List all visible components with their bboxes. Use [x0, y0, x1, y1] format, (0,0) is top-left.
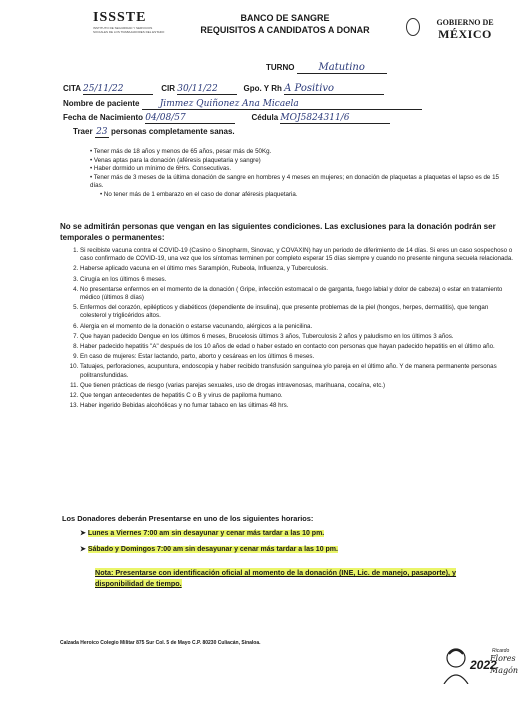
conditions-heading: No se admitirán personas que vengan en las siguientes condiciones. Las exclusiones para la donación podrán ser temporales o permanentes:: [60, 222, 496, 242]
title-banco: BANCO DE SANGRE: [240, 13, 330, 23]
gob-line1: GOBIERNO DE: [436, 18, 494, 27]
paciente-row: [63, 99, 422, 110]
condition-item: 11. Que tienen prácticas de riesgo (varias parejas sexuales, uso de drogas intravenosas, marihuana, cocaína, etc.): [80, 382, 515, 390]
schedule-weekday: ➤ Lunes a Viernes 7:00 am sin desayunar y cenar más tardar a las 10 pm.: [80, 530, 325, 537]
condition-item: 5. Enfermos del corazón, epilépticos y diabéticos (dependiente de insulina), que presente problemas de la piel (hongos, herpes, dermatitis), que tengan colesterol y triglicéridos altos.: [80, 304, 515, 320]
cedula-label: Cédula: [251, 113, 279, 122]
cita-value: 25/11/22: [83, 84, 153, 95]
footer-address: Calzada Heroico Colegio Militar 875 Sur Col. 5 de Mayo C.P. 80230 Culiacán, Sinaloa.: [60, 640, 261, 646]
condition-item: 2. Haberse aplicado vacuna en el último mes Sarampión, Rubeola, Influenza, y Tuberculosis.: [80, 265, 515, 273]
footer-name2: Flores: [490, 654, 516, 663]
issste-logo-text: ISSSTE: [93, 10, 147, 25]
nacimiento-value: 04/08/57: [145, 113, 235, 124]
traer-label: Traer: [73, 127, 93, 136]
cita-label: CITA: [63, 84, 81, 93]
schedule-heading: Los Donadores deberán Presentarse en uno de los siguientes horarios:: [62, 514, 314, 523]
gobierno-logo: [415, 18, 515, 42]
portrait-icon: [440, 644, 472, 684]
nacimiento-row: [63, 113, 390, 124]
condition-item: 7. Que hayan padecido Dengue en los últimos 6 meses, Brucelosis últimos 3 años, Tuberculosis 2 años y paludismo en los últimos 3 años.: [80, 333, 515, 341]
paciente-value: Jimmez Quiñonez Ana Micaela: [142, 99, 422, 110]
requirements-list: [78, 148, 510, 199]
conditions-list: [64, 247, 515, 412]
schedule-weekend: ➤ Sábado y Domingos 7:00 am sin desayunar y cenar más tardar a las 10 pm.: [80, 546, 338, 553]
flores-magon-logo: [440, 642, 519, 688]
condition-item: 4. No presentarse enfermos en el momento de la donación ( Gripe, infección estomacal o de garganta, fuego labial y dolor de cabeza) o estar en tratamiento médico (últimos 8 días): [80, 286, 515, 302]
cedula-value: MOJ5824311/6: [280, 113, 390, 124]
paciente-label: Nombre de paciente: [63, 99, 140, 108]
condition-item: 10. Tatuajes, perforaciones, acupuntura, endoscopia y haber recibido transfusión sanguínea y/o pareja en el último año. Y de manera permanente personas politransfundidas.: [80, 363, 515, 379]
footer-name3: Magón: [490, 666, 519, 675]
turno-value: Matutino: [297, 62, 387, 74]
footer-name1: Ricardo: [492, 648, 510, 654]
nacimiento-label: Fecha de Nacimiento: [63, 113, 144, 122]
gpo-label: Gpo. Y Rh: [243, 84, 282, 93]
gpo-value: A Positivo: [284, 83, 384, 95]
document-title: [170, 12, 400, 36]
turno-label: TURNO: [266, 63, 295, 72]
cita-row: [63, 83, 384, 95]
note: Nota: Presentarse con identificación oficial al momento de la donación (INE, Lic. de manejo, pasaporte), y disponibilidad de tiempo.: [95, 568, 457, 588]
condition-item: 6. Alergia en el momento de la donación o estarse vacunando, alérgicos a la penicilina.: [80, 323, 515, 331]
requirement-item: • Haber dormido un mínimo de 6Hrs. Consecutivas.: [90, 165, 232, 172]
condition-item: 12. Que tengan antecedentes de hepatitis C o B y virus de papiloma humano.: [80, 392, 515, 400]
condition-item: 1. Si recibiste vacuna contra el COVID-19 (Casino o Sinopharm, Sinovac, y COVAXIN) hay un periodo de diferimiento de 14 días. Si eres un caso sospechoso o caso confirmado de COVID-19, una vez que los síntomas terminen por completo esperar 15 días siempre y cuando no presente ninguna secuela relacionada.: [80, 247, 515, 263]
traer-row: [73, 127, 235, 138]
gob-line2: MÉXICO: [438, 27, 492, 41]
requirement-item: • Tener más de 3 meses de la última donación de sangre en hombres y 4 meses en mujeres; en donación de plaquetas a plaquetas el lapso es de 15 días.: [90, 173, 499, 189]
condition-item: 9. En caso de mujeres: Estar lactando, parto, aborto y cesáreas en los últimos 6 meses.: [80, 353, 515, 361]
footer-year: 2022: [470, 658, 497, 672]
traer-value: 23: [96, 127, 108, 137]
cir-label: CIR: [161, 84, 176, 93]
turno-field: [266, 62, 387, 74]
title-requisitos: REQUISITOS A CANDIDATOS A DONAR: [200, 25, 370, 35]
condition-item: 3. Cirugía en los últimos 6 meses.: [80, 276, 515, 284]
traer-suffix: personas completamente sanas.: [111, 127, 235, 136]
requirement-item: • Venas aptas para la donación (aféresis plaquetaria y sangre): [90, 156, 261, 164]
issste-logo: [93, 10, 165, 34]
requirement-item: • Tener más de 18 años y menos de 65 años, pesar más de 50Kg.: [90, 148, 272, 155]
requirement-item: • No tener más de 1 embarazo en el caso de donar aféresis plaquetaria.: [100, 190, 298, 198]
condition-item: 13. Haber ingerido Bebidas alcohólicas y no fumar tabaco en las últimas 48 hrs.: [80, 402, 515, 410]
condition-item: 8. Haber padecido hepatitis "A" después de los 10 años de edad o haber estado en contacto con personas que hayan padecido hepatitis en el último año.: [80, 343, 515, 351]
cir-value: 30/11/22: [177, 84, 237, 95]
issste-subtitle: INSTITUTO DE SEGURIDAD Y SERVICIOS SOCIALES DE LOS TRABAJADORES DEL ESTADO: [93, 26, 165, 34]
